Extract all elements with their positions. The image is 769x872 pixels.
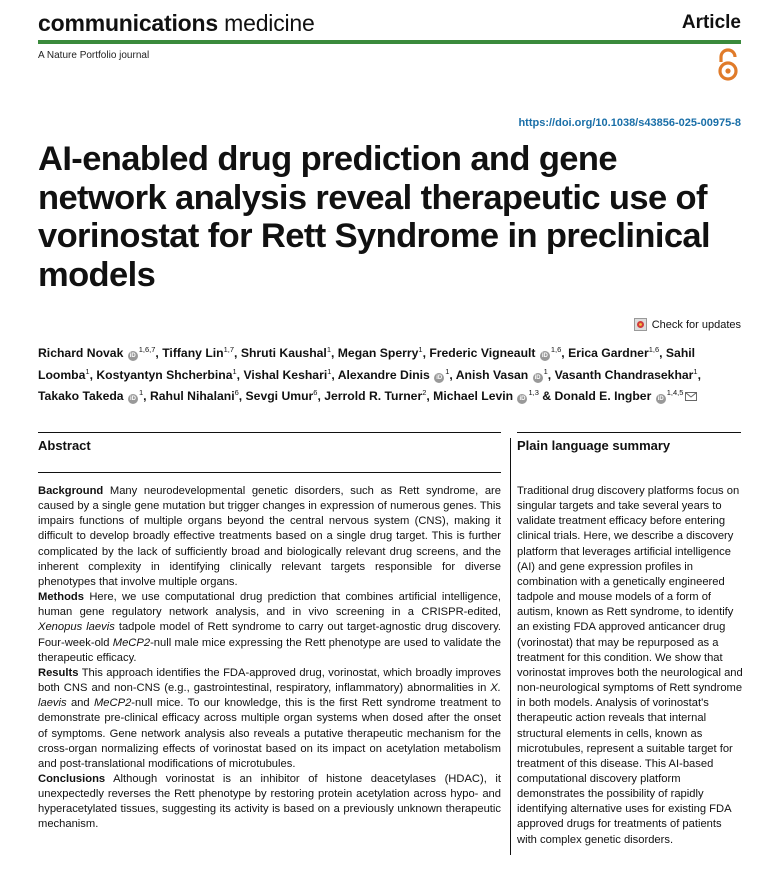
column-divider bbox=[510, 438, 511, 855]
journal-name-light: medicine bbox=[217, 10, 315, 36]
affiliation-sup: 1,3 bbox=[528, 388, 539, 397]
author-name[interactable]: Shruti Kaushal bbox=[240, 346, 327, 360]
affiliation-sup: 1,6 bbox=[648, 345, 660, 354]
author-name[interactable]: Vishal Keshari bbox=[243, 367, 328, 382]
affiliation-sup: 1 bbox=[418, 345, 423, 354]
orcid-icon[interactable]: iD bbox=[129, 396, 136, 402]
orcid-icon[interactable]: iD bbox=[129, 353, 136, 359]
affiliation-sup: 1 bbox=[543, 366, 548, 376]
author-name[interactable]: Sahil Loomba bbox=[38, 346, 696, 382]
affiliation-sup: 1,4,5 bbox=[666, 388, 684, 397]
affiliation-sup: 1,6,7 bbox=[138, 345, 156, 354]
journal-name bbox=[38, 10, 315, 37]
author-name[interactable]: Kostyantyn Shcherbina bbox=[96, 367, 233, 382]
abstract-body bbox=[38, 484, 501, 833]
author-name[interactable]: Frederic Vigneault bbox=[429, 346, 536, 360]
author-list: Richard Novak iD$^{1,6,7}$, Tiffany Lin$^{1,7}$, Shruti Kaushal$^1$, Megan Sperry$^1$, Frederic Vigneault iD$^{1,6}$, Erica Gardner$^{1,6}$, Sahil Loomba$^1$, Kostyantyn Shcherbina$^1$, Vishal Keshari$^1$, Alexandre Dinis $iD^1$, Anish Vasan $iD^1$, Vasanth Chandrasekhar$^1$, Takako Takeda $iD^1$, Rahul Nihalani$^6$, Sevgi Umur$^6$, Jerrold R. Turner$^2$, Michael Levin iD$^{1,3}$ & Donald E. Ingber iD$^{1,4,5}$ bbox=[38, 345, 701, 403]
author-name[interactable]: Donald E. Ingber bbox=[554, 389, 652, 403]
affiliation-sup: 1,7 bbox=[223, 345, 235, 354]
open-access-icon[interactable] bbox=[715, 48, 741, 82]
affiliation-sup: 1 bbox=[85, 366, 90, 376]
abstract-section-results: Results This approach identifies the FDA-approved drug, vorinostat, which broadly improves both CNS and non-CNS (e.g., gastrointestinal, respiratory, inflammatory) abnormalities in X. laevis and MeCP2-null mice. To our knowledge, this is the first Rett syndrome treatment to demonstrate pre-clinical efficacy across multiple organ systems when dosed after the onset of symptoms. Gene network analysis also reveals a putative therapeutic mechanism for the cross-organ normalizing effects of vorinostat based on its impact on acetylation metabolism and post-translational modifications of microtubules. bbox=[38, 666, 502, 770]
affiliation-sup: 2 bbox=[422, 388, 427, 397]
affiliation-sup: 6 bbox=[234, 388, 239, 397]
affiliation-sup: 1 bbox=[326, 345, 331, 354]
orcid-icon[interactable]: iD bbox=[541, 353, 548, 359]
author-name[interactable]: Megan Sperry bbox=[337, 346, 419, 360]
abstract-section-methods: Methods Here, we use computational drug prediction that combines artificial intelligence, human gene regulatory network analysis, and in vivo screening in a CRISPR-edited, Xenopus laevis tadpole model of Rett syndrome to carry out target-agnostic drug discovery. Four-week-old MeCP2-null male mice expressing the Rett phenotype are used to validate the therapeutic efficacy. bbox=[38, 591, 501, 664]
author-name[interactable]: Richard Novak bbox=[38, 346, 124, 360]
portfolio-label: A Nature Portfolio journal bbox=[38, 50, 150, 61]
author-name[interactable]: Takako Takeda bbox=[38, 389, 124, 403]
orcid-icon[interactable]: iD bbox=[657, 396, 664, 402]
header-rule bbox=[38, 40, 741, 44]
affiliation-sup: 1 bbox=[327, 366, 332, 376]
affiliation-sup: 6 bbox=[313, 388, 318, 397]
orcid-icon[interactable]: iD bbox=[519, 396, 526, 402]
author-name[interactable]: Jerrold R. Turner bbox=[324, 389, 423, 403]
author-name[interactable]: Erica Gardner bbox=[568, 346, 649, 360]
author-name[interactable]: Michael Levin bbox=[433, 389, 514, 403]
mail-icon[interactable] bbox=[685, 392, 697, 401]
author-name[interactable]: Alexandre Dinis bbox=[337, 367, 430, 382]
orcid-icon[interactable]: iD bbox=[436, 374, 443, 381]
author-name[interactable]: Anish Vasan bbox=[455, 367, 529, 382]
abstract-heading: Abstract bbox=[38, 438, 91, 453]
abstract-section-label: Methods bbox=[38, 591, 84, 604]
check-updates-label: Check for updates bbox=[651, 318, 741, 331]
abstract-section-background: Background Many neurodevelopmental genetic disorders, such as Rett syndrome, are caused by a single gene mutation but trigger changes in expression of numerous genes. This impairs functions of multiple organs beyond the central nervous system (CNS), making it difficult to develop broadly effective treatments based on a single drug target. This is further complicated by the lack of sufficiently broad and biologically relevant drug screens, and the inherent complexity in identifying clinically relevant targets responsible for diverse phenotypes that involve multiple organs. bbox=[38, 485, 501, 588]
check-updates-button[interactable] bbox=[634, 318, 741, 331]
page-title: AI-enabled drug prediction and gene network analysis reveal therapeutic use of vorinostat for Rett Syndrome in preclinical models bbox=[38, 140, 710, 294]
abstract-top-rule bbox=[38, 432, 501, 433]
abstract-section-conclusions: Conclusions Although vorinostat is an inhibitor of histone deacetylases (HDAC), it unexpectedly reverses the Rett phenotype by restoring protein acetylation across hypo- and hyperacetylated tissues, suggesting its activity is based on a previously unknown therapeutic mechanism. bbox=[38, 772, 501, 831]
affiliation-sup: 1,6 bbox=[550, 345, 562, 354]
author-name[interactable]: Sevgi Umur bbox=[245, 389, 314, 403]
article-type-label: Article bbox=[681, 12, 741, 33]
abstract-section-label: Results bbox=[38, 666, 79, 679]
doi-link[interactable]: https://doi.org/10.1038/s43856-025-00975-8 bbox=[518, 117, 741, 129]
affiliation-sup: 1 bbox=[693, 366, 698, 376]
abstract-heading-rule bbox=[38, 472, 501, 473]
author-name[interactable]: Vasanth Chandrasekhar bbox=[554, 367, 694, 382]
affiliation-sup: 1 bbox=[445, 366, 450, 376]
abstract-section-label: Background bbox=[38, 485, 104, 497]
plain-language-heading: Plain language summary bbox=[517, 438, 671, 453]
journal-name-bold: communications bbox=[38, 10, 218, 36]
author-name[interactable]: Tiffany Lin bbox=[162, 346, 224, 360]
orcid-icon[interactable]: iD bbox=[534, 374, 541, 381]
affiliation-sup: 1 bbox=[232, 366, 237, 376]
abstract-section-label: Conclusions bbox=[38, 772, 106, 785]
affiliation-sup: 1 bbox=[138, 388, 144, 397]
check-updates-icon bbox=[634, 318, 647, 331]
author-name[interactable]: Rahul Nihalani bbox=[149, 389, 235, 403]
pls-top-rule bbox=[517, 432, 741, 433]
plain-language-body: Traditional drug discovery platforms focus on singular targets and take several years to validate treatment efficacy before entering clinical trials. Here, we describe a discovery platform that leverages artificial intelligence (AI) and gene expression profiles in combination with a genetically engineered tadpole and mouse models of a form of autism, known as Rett syndrome, to identify an existing FDA approved anticancer drug (vorinostat) that may be repurposed as a treatment for this condition. We show that vorinostat improves both the neurological and non-neurological symptoms of Rett syndrome in both models. Analysis of vorinostat's therapeutic action reveals that internal structural elements in cells, known as microtubules, represent a suitable target for treatment of this disease. This AI-based computational discovery platform demonstrates the possibility of rapidly identifying alternative uses for existing FDA approved drugs for treatments of patients with complex genetic disorders. bbox=[517, 485, 743, 846]
